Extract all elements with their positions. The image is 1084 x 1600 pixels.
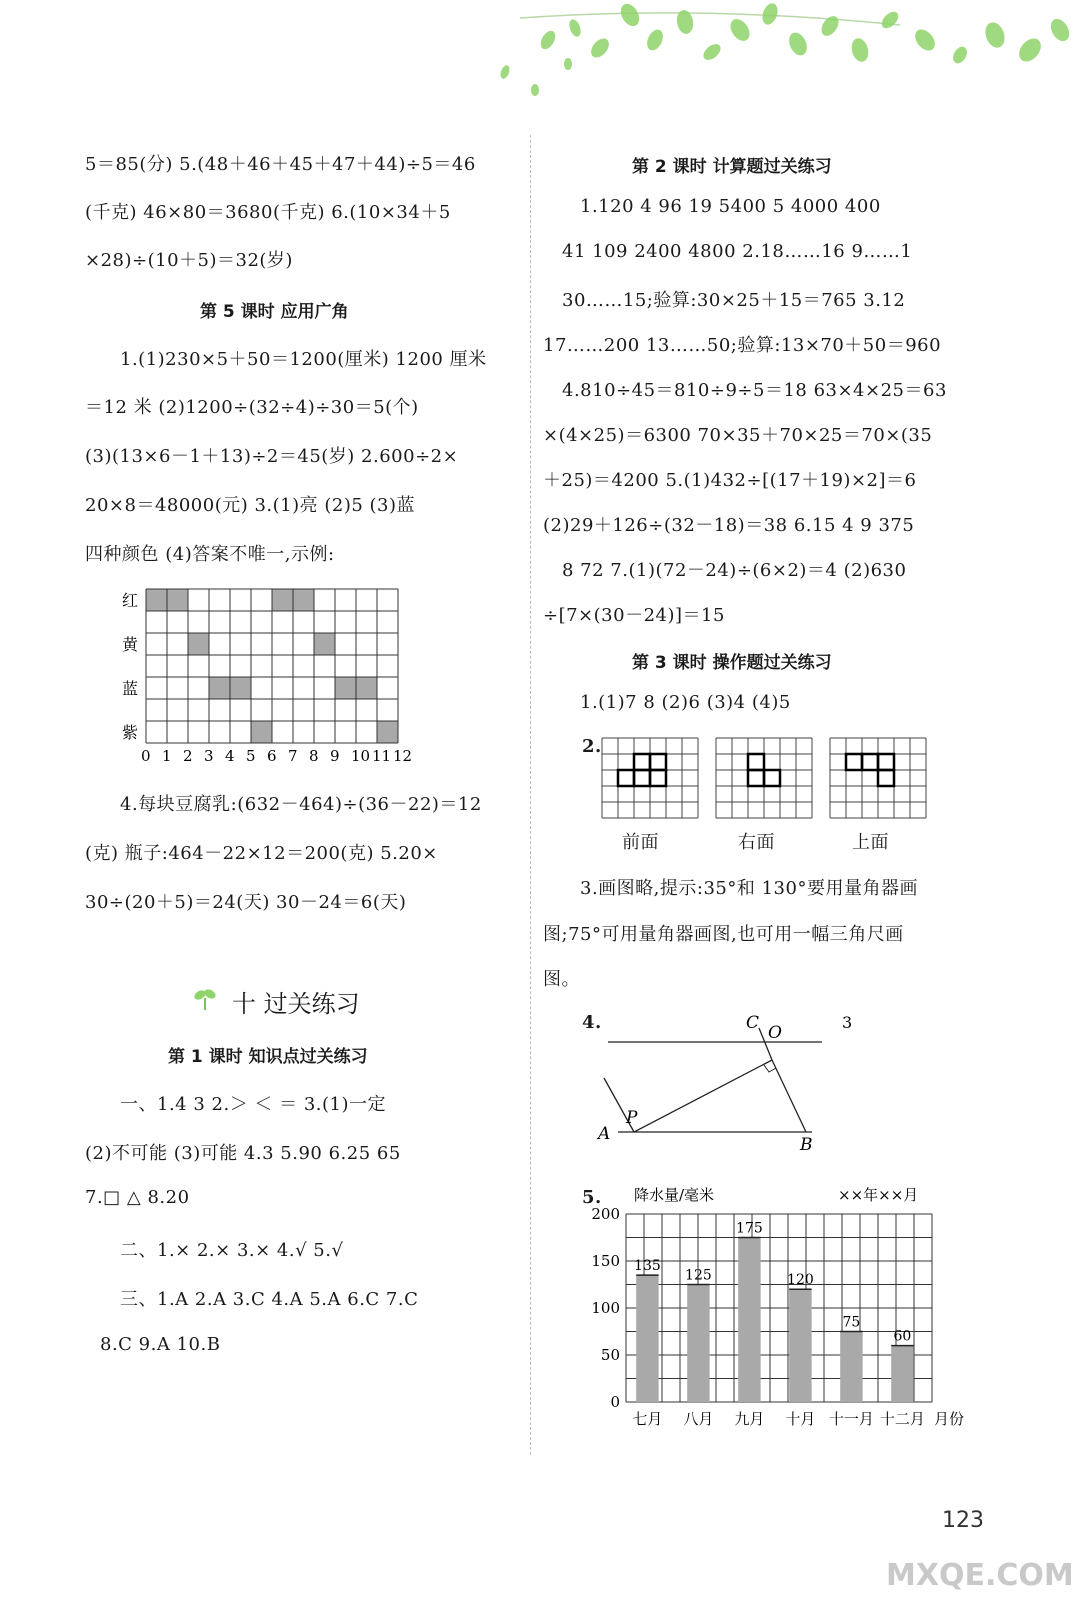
row-label: 黄 [122,635,139,654]
data-label: 75 [842,1314,861,1331]
text-line: (克) 瓶子:464－22×12＝200(克) 5.20× [85,843,438,864]
text-line: 图。 [543,969,580,990]
geometry-figure [596,1008,876,1158]
data-label: 135 [634,1258,661,1275]
row-label: 红 [122,591,139,610]
answer-number: 3 [842,1013,853,1032]
text-line: 41 109 2400 4800 2.18……16 9……1 [562,241,913,262]
data-label: 175 [736,1220,763,1237]
x-tick-label: 7 [288,747,298,765]
section-title: 第 5 课时 应用广角 [200,302,349,322]
section-title: 第 2 课时 计算题过关练习 [632,157,832,177]
text-line: 四种颜色 (4)答案不唯一,示例: [85,544,335,565]
filled-cell [335,677,356,699]
x-tick-label: 12 [393,747,413,765]
text-line: ÷[7×(30－24)]＝15 [543,605,725,626]
x-tick-label: 1 [162,747,172,765]
x-tick-label: 11 [372,747,392,765]
x-tick-label: 10 [351,747,371,765]
view-label: 前面 [622,832,659,853]
filled-cell [377,721,398,743]
view-label: 上面 [852,832,889,853]
view-cell [650,770,666,786]
view-cell [748,754,764,770]
x-tick-label: 七月 [632,1410,663,1428]
bar [789,1289,811,1402]
chapter-title: 十 过关练习 [232,990,360,1018]
text-line: 5＝85(分) 5.(48＋46＋45＋47＋44)÷5＝46 [85,154,476,175]
view-cell [618,770,634,786]
view-cell [878,754,894,770]
section-title: 第 3 课时 操作题过关练习 [632,653,832,673]
row-label: 紫 [122,723,139,742]
filled-cell [146,589,167,611]
row-label: 蓝 [122,679,139,698]
question-label: 2. [582,736,602,757]
filled-cell [188,633,209,655]
text-line: 30……15;验算:30×25＋15＝765 3.12 [562,290,906,311]
y-tick-label: 50 [600,1346,620,1364]
data-label: 60 [893,1328,912,1345]
text-line: ×(4×25)＝6300 70×35＋70×25＝70×(35 [543,425,933,446]
text-line: 30÷(20＋5)＝24(天) 30－24＝6(天) [85,892,407,913]
text-line: (千克) 46×80＝3680(千克) 6.(10×34＋5 [85,202,451,223]
x-tick-label: 4 [225,747,235,765]
text-line: 三、1.A 2.A 3.C 4.A 5.A 6.C 7.C [120,1289,419,1310]
rainfall-bar-chart [590,1180,970,1435]
y-tick-label: 150 [591,1252,620,1270]
color-grid [110,585,420,765]
x-tick-label: 0 [141,747,151,765]
watermark: MXQE.COM [886,1558,1074,1593]
view-cell [650,754,666,770]
point-label-o: O [768,1023,782,1043]
text-line: 4.810÷45＝810÷9÷5＝18 63×4×25＝63 [562,380,947,401]
page-number: 123 [942,1508,984,1533]
x-tick-label: 十一月 [828,1410,874,1428]
x-tick-label: 3 [204,747,214,765]
filled-cell [230,677,251,699]
filled-cell [167,589,188,611]
text-line: (3)(13×6－1＋13)÷2＝45(岁) 2.600÷2× [85,446,459,467]
text-line: ＝12 米 (2)1200÷(32÷4)÷30＝5(个) [85,397,419,418]
filled-cell [314,633,335,655]
leaf-decoration [0,0,1084,110]
text-line: 20×8＝48000(元) 3.(1)亮 (2)5 (3)蓝 [85,495,416,516]
bar [738,1238,760,1403]
sprout-icon [192,986,218,1012]
x-tick-label: 6 [267,747,277,765]
x-tick-label: 8 [309,747,319,765]
y-tick-label: 0 [610,1393,620,1411]
point-label-a: A [598,1124,611,1144]
text-line: ＋25)＝4200 5.(1)432÷[(17＋19)×2]＝6 [543,470,917,491]
view-cell [862,754,878,770]
y-tick-label: 200 [591,1205,620,1223]
view-cell [764,770,780,786]
text-line: 3.画图略,提示:35°和 130°要用量角器画 [580,878,918,899]
text-line: (2)不可能 (3)可能 4.3 5.90 6.25 65 [85,1143,401,1164]
filled-cell [209,677,230,699]
text-line: (2)29＋126÷(32－18)＝38 6.15 4 9 375 [543,515,915,536]
point-label-b: B [800,1135,813,1155]
filled-cell [251,721,272,743]
bar [840,1332,862,1403]
view-cell [878,770,894,786]
y-tick-label: 100 [591,1299,620,1317]
text-line: 7.□ △ 8.20 [85,1187,190,1208]
point-label-c: C [746,1013,760,1033]
bar [636,1275,658,1402]
text-line: 17……200 13……50;验算:13×70＋50＝960 [543,335,942,356]
text-line: 一、1.4 3 2.＞ ＜ ＝ 3.(1)一定 [120,1094,387,1115]
view-cell [634,754,650,770]
x-tick-label: 十月 [785,1410,816,1428]
x-tick-label: 九月 [734,1410,765,1428]
filled-cell [356,677,377,699]
text-line: 4.每块豆腐乳:(632－464)÷(36－22)＝12 [120,794,482,815]
chart-ylabel: 降水量/毫米 [634,1186,715,1204]
x-tick-label: 2 [183,747,193,765]
chart-xlabel: 月份 [934,1410,965,1428]
view-cell [846,754,862,770]
text-line: ×28)÷(10＋5)＝32(岁) [85,250,293,271]
text-line: 8 72 7.(1)(72－24)÷(6×2)＝4 (2)630 [562,560,907,581]
point-label-p: P [626,1108,638,1128]
text-line: 二、1.× 2.× 3.× 4.√ 5.√ [120,1240,344,1261]
text-line: 1.(1)7 8 (2)6 (3)4 (4)5 [580,692,791,713]
x-tick-label: 八月 [683,1410,714,1428]
column-divider [530,135,531,1455]
chart-date-label: ××年××月 [838,1186,919,1204]
bar [891,1346,913,1402]
filled-cell [272,589,293,611]
section-title: 第 1 课时 知识点过关练习 [168,1047,368,1067]
data-label: 120 [787,1272,814,1289]
question-label: 5. [582,1187,602,1208]
x-tick-label: 5 [246,747,256,765]
text-line: 1.(1)230×5＋50＝1200(厘米) 1200 厘米 [120,349,487,370]
text-line: 8.C 9.A 10.B [100,1334,221,1355]
question-label: 4. [582,1012,602,1033]
bar [687,1285,709,1403]
filled-cell [293,589,314,611]
text-line: 图;75°可用量角器画图,也可用一幅三角尺画 [543,924,904,945]
data-label: 125 [685,1267,712,1284]
x-tick-label: 9 [330,747,340,765]
x-tick-label: 十二月 [879,1410,925,1428]
view-cell [634,770,650,786]
view-label: 右面 [738,832,775,853]
view-cell [748,770,764,786]
text-line: 1.120 4 96 19 5400 5 4000 400 [580,196,881,217]
